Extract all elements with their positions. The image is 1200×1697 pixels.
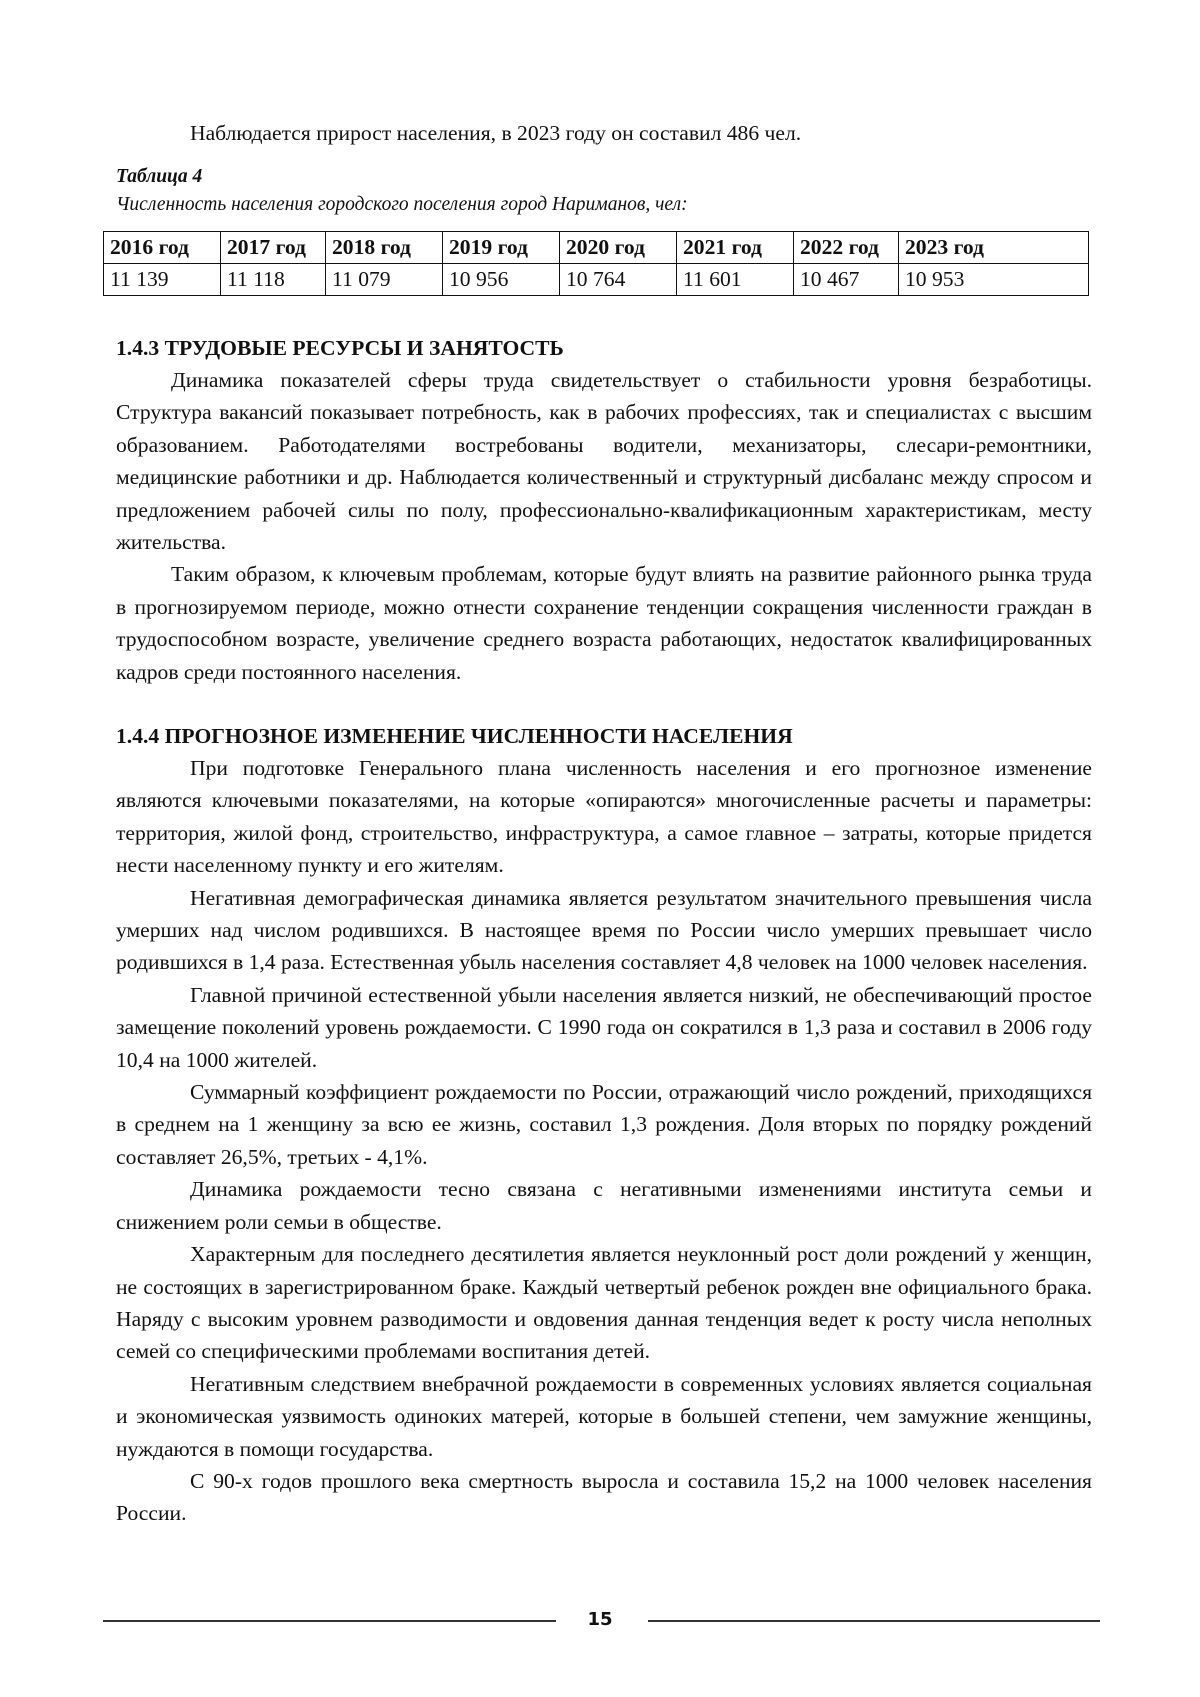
paragraph: Таким образом, к ключевым проблемам, которые будут влиять на развитие районного рынка труда в прогнозируемом периоде, можно отнести сохранение тенденции сокращения численности граждан в трудоспособном возрасте, увеличение среднего возраста работающих, недостаток квалифицированных кадров среди постоянного населения. (116, 562, 1092, 684)
table-cell: 11 118 (221, 264, 326, 296)
paragraph: Суммарный коэффициент рождаемости по России, отражающий число рождений, приходящихся в среднем на 1 женщину за всю ее жизнь, составил 1,3 рождения. Доля вторых по порядку рождений составляет 26,5%, третьих - 4,1%. (116, 1080, 1092, 1169)
table-header-cell: 2017 год (221, 232, 326, 264)
table-cell: 11 139 (104, 264, 221, 296)
table-header-cell: 2020 год (560, 232, 677, 264)
table-label: Таблица 4 (116, 166, 203, 187)
table-header-cell: 2021 год (677, 232, 794, 264)
table-row (104, 264, 1089, 296)
paragraph: Негативная демографическая динамика является результатом значительного превышения числа умерших над числом родившихся. В настоящее время по России число умерших превышает число родившихся в 1,4 раза. Естественная убыль населения составляет 4,8 человек на 1000 человек населения. (116, 885, 1092, 975)
population-table (103, 231, 1089, 296)
table-cell: 11 601 (677, 264, 794, 296)
table-cell: 10 764 (560, 264, 677, 296)
table-header-cell: 2016 год (104, 232, 221, 264)
page-number: 15 (587, 1609, 613, 1630)
intro-line: Наблюдается прирост населения, в 2023 году он составил 486 чел. (190, 121, 802, 145)
table-header-cell: 2023 год (899, 232, 1089, 264)
table-caption: Численность населения городского поселения город Нариманов, чел: (116, 194, 688, 215)
paragraph: Динамика показателей сферы труда свидетельствует о стабильности уровня безработицы. Структура вакансий показывает потребность, как в рабочих профессиях, так и специалистах с высшим образованием. Работодателями востребованы водители, механизаторы, слесари-ремонтники, медицинские работники и др. Наблюдается количественный и структурный дисбаланс между спросом и предложением рабочей силы по полу, профессионально-квалификационным характеристикам, месту жительства. (116, 368, 1092, 555)
paragraph: Главной причиной естественной убыли населения является низкий, не обеспечивающий простое замещение поколений уровень рождаемости. С 1990 года он сократился в 1,3 раза и составил в 2006 году 10,4 на 1000 жителей. (116, 982, 1092, 1072)
paragraph: С 90-х годов прошлого века смертность выросла и составила 15,2 на 1000 человек населения России. (116, 1468, 1092, 1526)
table-header-row (104, 232, 1089, 264)
table-header-cell: 2018 год (326, 232, 443, 264)
table-cell: 10 467 (794, 264, 899, 296)
paragraph: Негативным следствием внебрачной рождаемости в современных условиях является социальная и экономическая уязвимость одиноких матерей, которые в большей степени, чем замужние женщины, нуждаются в помощи государства. (116, 1371, 1092, 1461)
paragraph: Динамика рождаемости тесно связана с негативными изменениями института семьи и снижением роли семьи в обществе. (116, 1177, 1092, 1234)
table-header-cell: 2019 год (443, 232, 560, 264)
paragraph: При подготовке Генерального плана численность населения и его прогнозное изменение являются ключевыми показателями, на которые «опираются» многочисленные расчеты и параметры: территория, жилой фонд, строительство, инфраструктура, а самое главное – затраты, которые придется нести населенному пункту и его жителям. (116, 756, 1092, 878)
table-cell: 10 953 (899, 264, 1089, 296)
footer-divider-left (103, 1620, 556, 1622)
section-144-body (116, 752, 1092, 1530)
table-cell: 10 956 (443, 264, 560, 296)
paragraph: Характерным для последнего десятилетия является неуклонный рост доли рождений у женщин, не состоящих в зарегистрированном браке. Каждый четвертый ребенок рожден вне официального брака. Наряду с высоким уровнем разводимости и овдовения данная тенденция ведет к росту числа неполных семей со специфическими проблемами воспитания детей. (116, 1242, 1092, 1364)
footer-divider-right (648, 1620, 1100, 1622)
table-cell: 11 079 (326, 264, 443, 296)
section-heading-144: 1.4.4 ПРОГНОЗНОЕ ИЗМЕНЕНИЕ ЧИСЛЕННОСТИ НАСЕЛЕНИЯ (116, 724, 793, 748)
section-143-body (116, 364, 1092, 688)
table-header-cell: 2022 год (794, 232, 899, 264)
section-heading-143: 1.4.3 ТРУДОВЫЕ РЕСУРСЫ И ЗАНЯТОСТЬ (116, 336, 564, 360)
